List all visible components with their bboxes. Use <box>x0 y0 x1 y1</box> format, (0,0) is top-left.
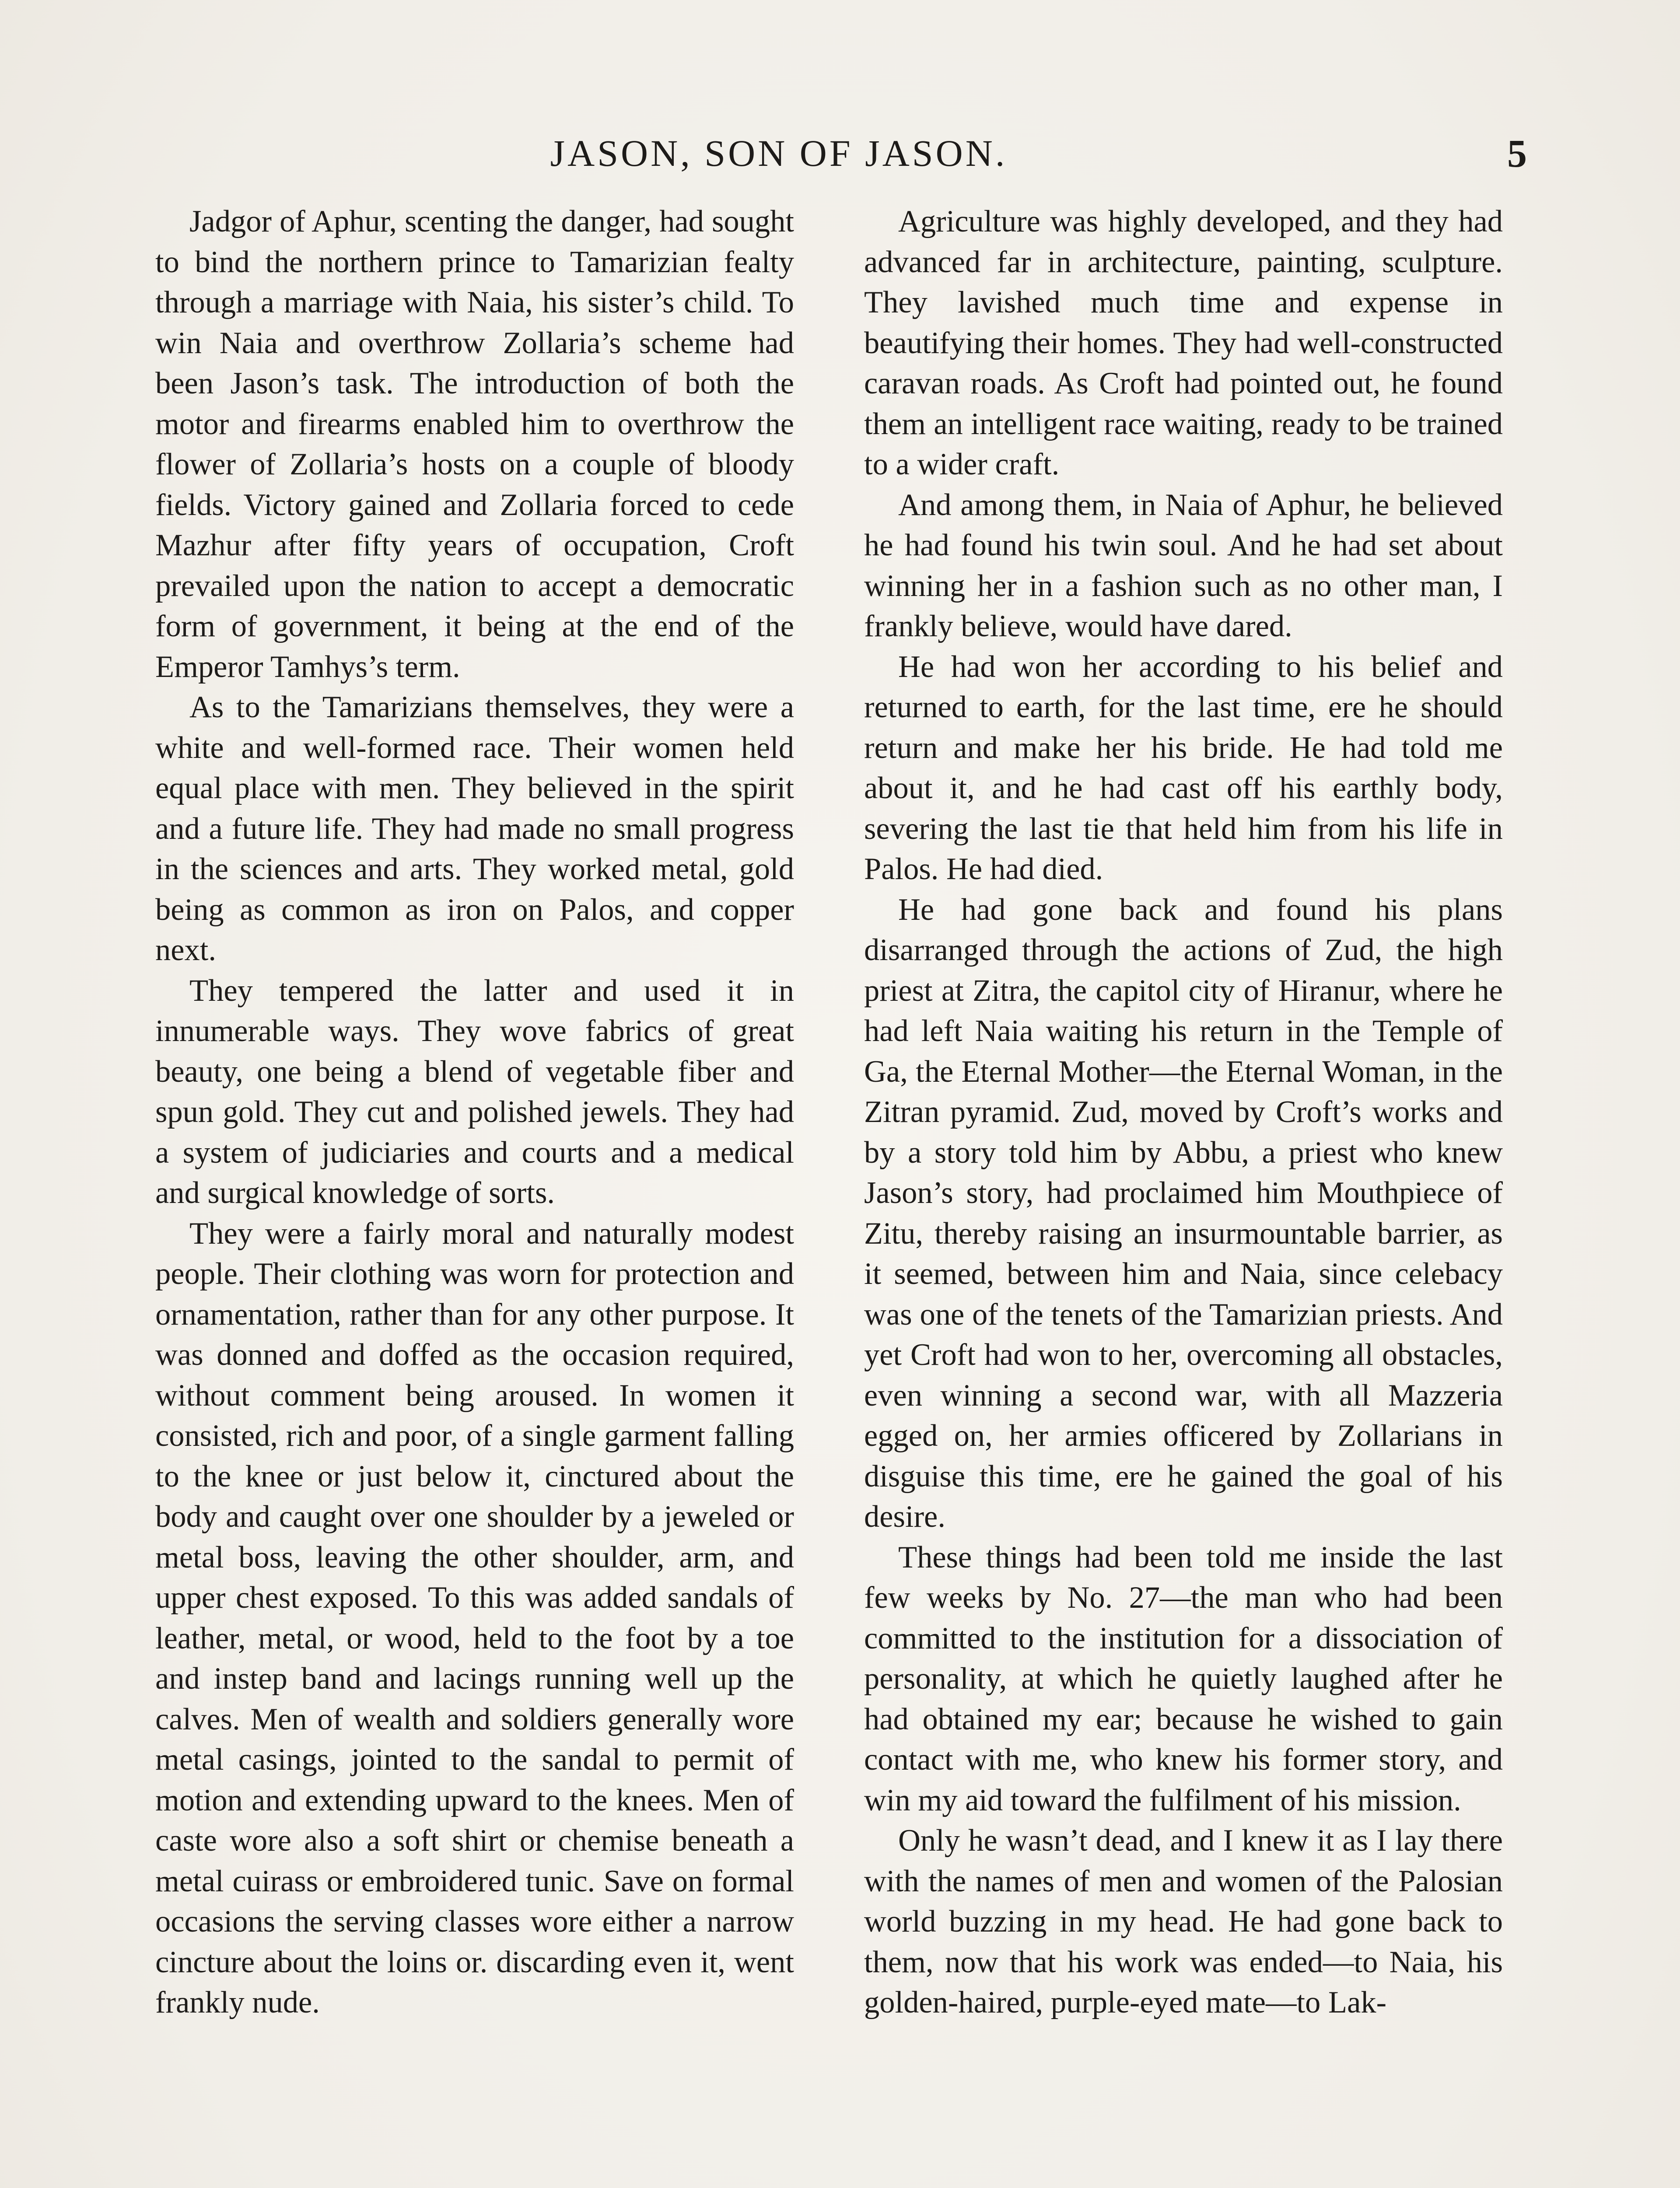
paragraph: They were a fairly moral and naturally modest people. Their clothing was worn for protection and ornamentation, rather than for any other purpose. It was donned and doffed as the occasion required, without comment being aroused. In women it consisted, rich and poor, of a single garment falling to the knee or just below it, cinctured about the body and caught over one shoulder by a jeweled or metal boss, leaving the other shoulder, arm, and upper chest exposed. To this was added sandals of leather, metal, or wood, held to the foot by a toe and instep band and lacings running well up the calves. Men of wealth and soldiers generally wore metal casings, jointed to the sandal to permit of motion and extending upward to the knees. Men of caste wore also a soft shirt or chemise beneath a metal cuirass or embroidered tunic. Save on formal occasions the serving classes wore either a narrow cincture about the loins or. discarding even it, went frankly nude. <box>155 1216 794 2020</box>
right-column <box>864 201 1503 2023</box>
paragraph: These things had been told me inside the last few weeks by No. 27—the man who had been committed to the institution for a dissociation of personality, at which he quietly laughed after he had obtained my ear; because he wished to gain contact with me, who knew his former story, and win my aid toward the fulfilment of his mission. <box>864 1540 1503 1817</box>
paragraph: And among them, in Naia of Aphur, he believed he had found his twin soul. And he had set about winning her in a fashion such as no other man, I frankly believe, would have dared. <box>864 487 1503 643</box>
paragraph: They tempered the latter and used it in innumerable ways. They wove fabrics of great beauty, one being a blend of vegetable fiber and spun gold. They cut and polished jewels. They had a system of judiciaries and courts and a medical and surgical knowledge of sorts. <box>155 973 794 1210</box>
running-head-title: JASON, SON OF JASON. <box>550 132 1008 174</box>
paragraph: Only he wasn’t dead, and I knew it as I lay there with the names of men and women of the Palosian world buzzing in my head. He had gone back to them, now that his work was ended—to Naia, his golden-haired, purple-eyed mate—to Lak- <box>864 1823 1503 2020</box>
paragraph: As to the Tamarizians themselves, they were a white and well-formed race. Their women held equal place with men. They believed in the spirit and a future life. They had made no small progress in the sciences and arts. They worked metal, gold being as common as iron on Palos, and copper next. <box>155 690 794 967</box>
paragraph: Agriculture was highly developed, and they had advanced far in architecture, painting, sculpture. They lavished much time and expense in beautifying their homes. They had well-constructed caravan roads. As Croft had pointed out, he found them an intelligent race waiting, ready to be trained to a wider craft. <box>864 204 1503 481</box>
left-column <box>155 201 794 2023</box>
paragraph: Jadgor of Aphur, scenting the danger, had sought to bind the northern prince to Tamarizian fealty through a marriage with Naia, his sister’s child. To win Naia and overthrow Zollaria’s scheme had been Jason’s task. The introduction of both the motor and firearms enabled him to overthrow the flower of Zollaria’s hosts on a couple of bloody fields. Victory gained and Zollaria forced to cede Mazhur after fifty years of occupation, Croft prevailed upon the nation to accept a democratic form of government, it being at the end of the Emperor Tamhys’s term. <box>155 204 794 684</box>
paragraph: He had won her according to his belief and returned to earth, for the last time, ere he should return and make her his bride. He had told me about it, and he had cast off his earthly body, severing the last tie that held him from his life in Palos. He had died. <box>864 649 1503 886</box>
running-head <box>166 131 1527 184</box>
page-number: 5 <box>1507 132 1527 175</box>
paragraph: He had gone back and found his plans disarranged through the actions of Zud, the high priest at Zitra, the capitol city of Hiranur, where he had left Naia waiting his return in the Temple of Ga, the Eternal Mother—the Eternal Woman, in the Zitran pyramid. Zud, moved by Croft’s works and by a story told him by Abbu, a priest who knew Jason’s story, had proclaimed him Mouthpiece of Zitu, thereby raising an insurmountable barrier, as it seemed, between him and Naia, since celebacy was one of the tenets of the Tamarizian priests. And yet Croft had won to her, overcoming all obstacles, even winning a second war, with all Mazzeria egged on, her armies officered by Zollarians in disguise this time, ere he gained the goal of his desire. <box>864 892 1503 1534</box>
